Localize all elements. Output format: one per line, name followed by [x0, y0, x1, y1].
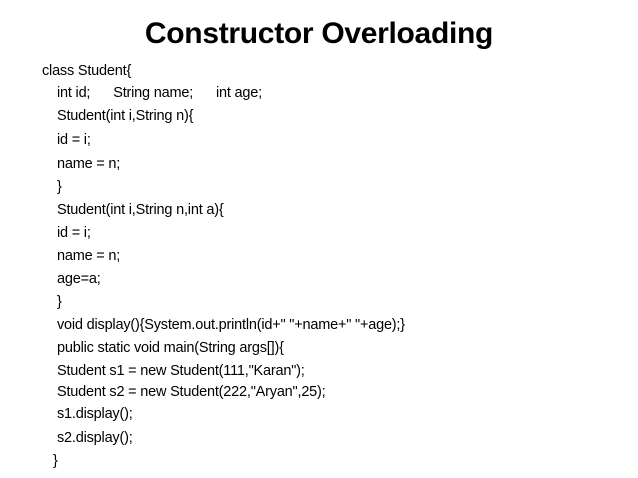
code-line: s1.display();: [57, 406, 133, 422]
code-line: id = i;: [57, 225, 91, 241]
code-line: id = i;: [57, 132, 91, 148]
code-line: s2.display();: [57, 430, 133, 446]
code-line: void display(){System.out.println(id+" "+name+" "+age);}: [57, 317, 405, 333]
code-line: name = n;: [57, 248, 121, 264]
slide-title: Constructor Overloading: [144, 17, 494, 50]
code-line: Student s1 = new Student(111,"Karan");: [57, 363, 305, 379]
code-line: public static void main(String args[]){: [57, 340, 284, 356]
code-line: class Student{: [42, 63, 132, 79]
code-line: age=a;: [57, 271, 101, 287]
code-line: Student(int i,String n){: [57, 108, 194, 124]
code-line: name = n;: [57, 156, 121, 172]
code-line: }: [53, 453, 58, 469]
code-line: Student s2 = new Student(222,"Aryan",25);: [57, 384, 326, 400]
code-line: Student(int i,String n,int a){: [57, 202, 224, 218]
code-line: }: [57, 179, 62, 195]
code-line: int id; String name; int age;: [57, 85, 262, 101]
code-line: }: [57, 294, 62, 310]
